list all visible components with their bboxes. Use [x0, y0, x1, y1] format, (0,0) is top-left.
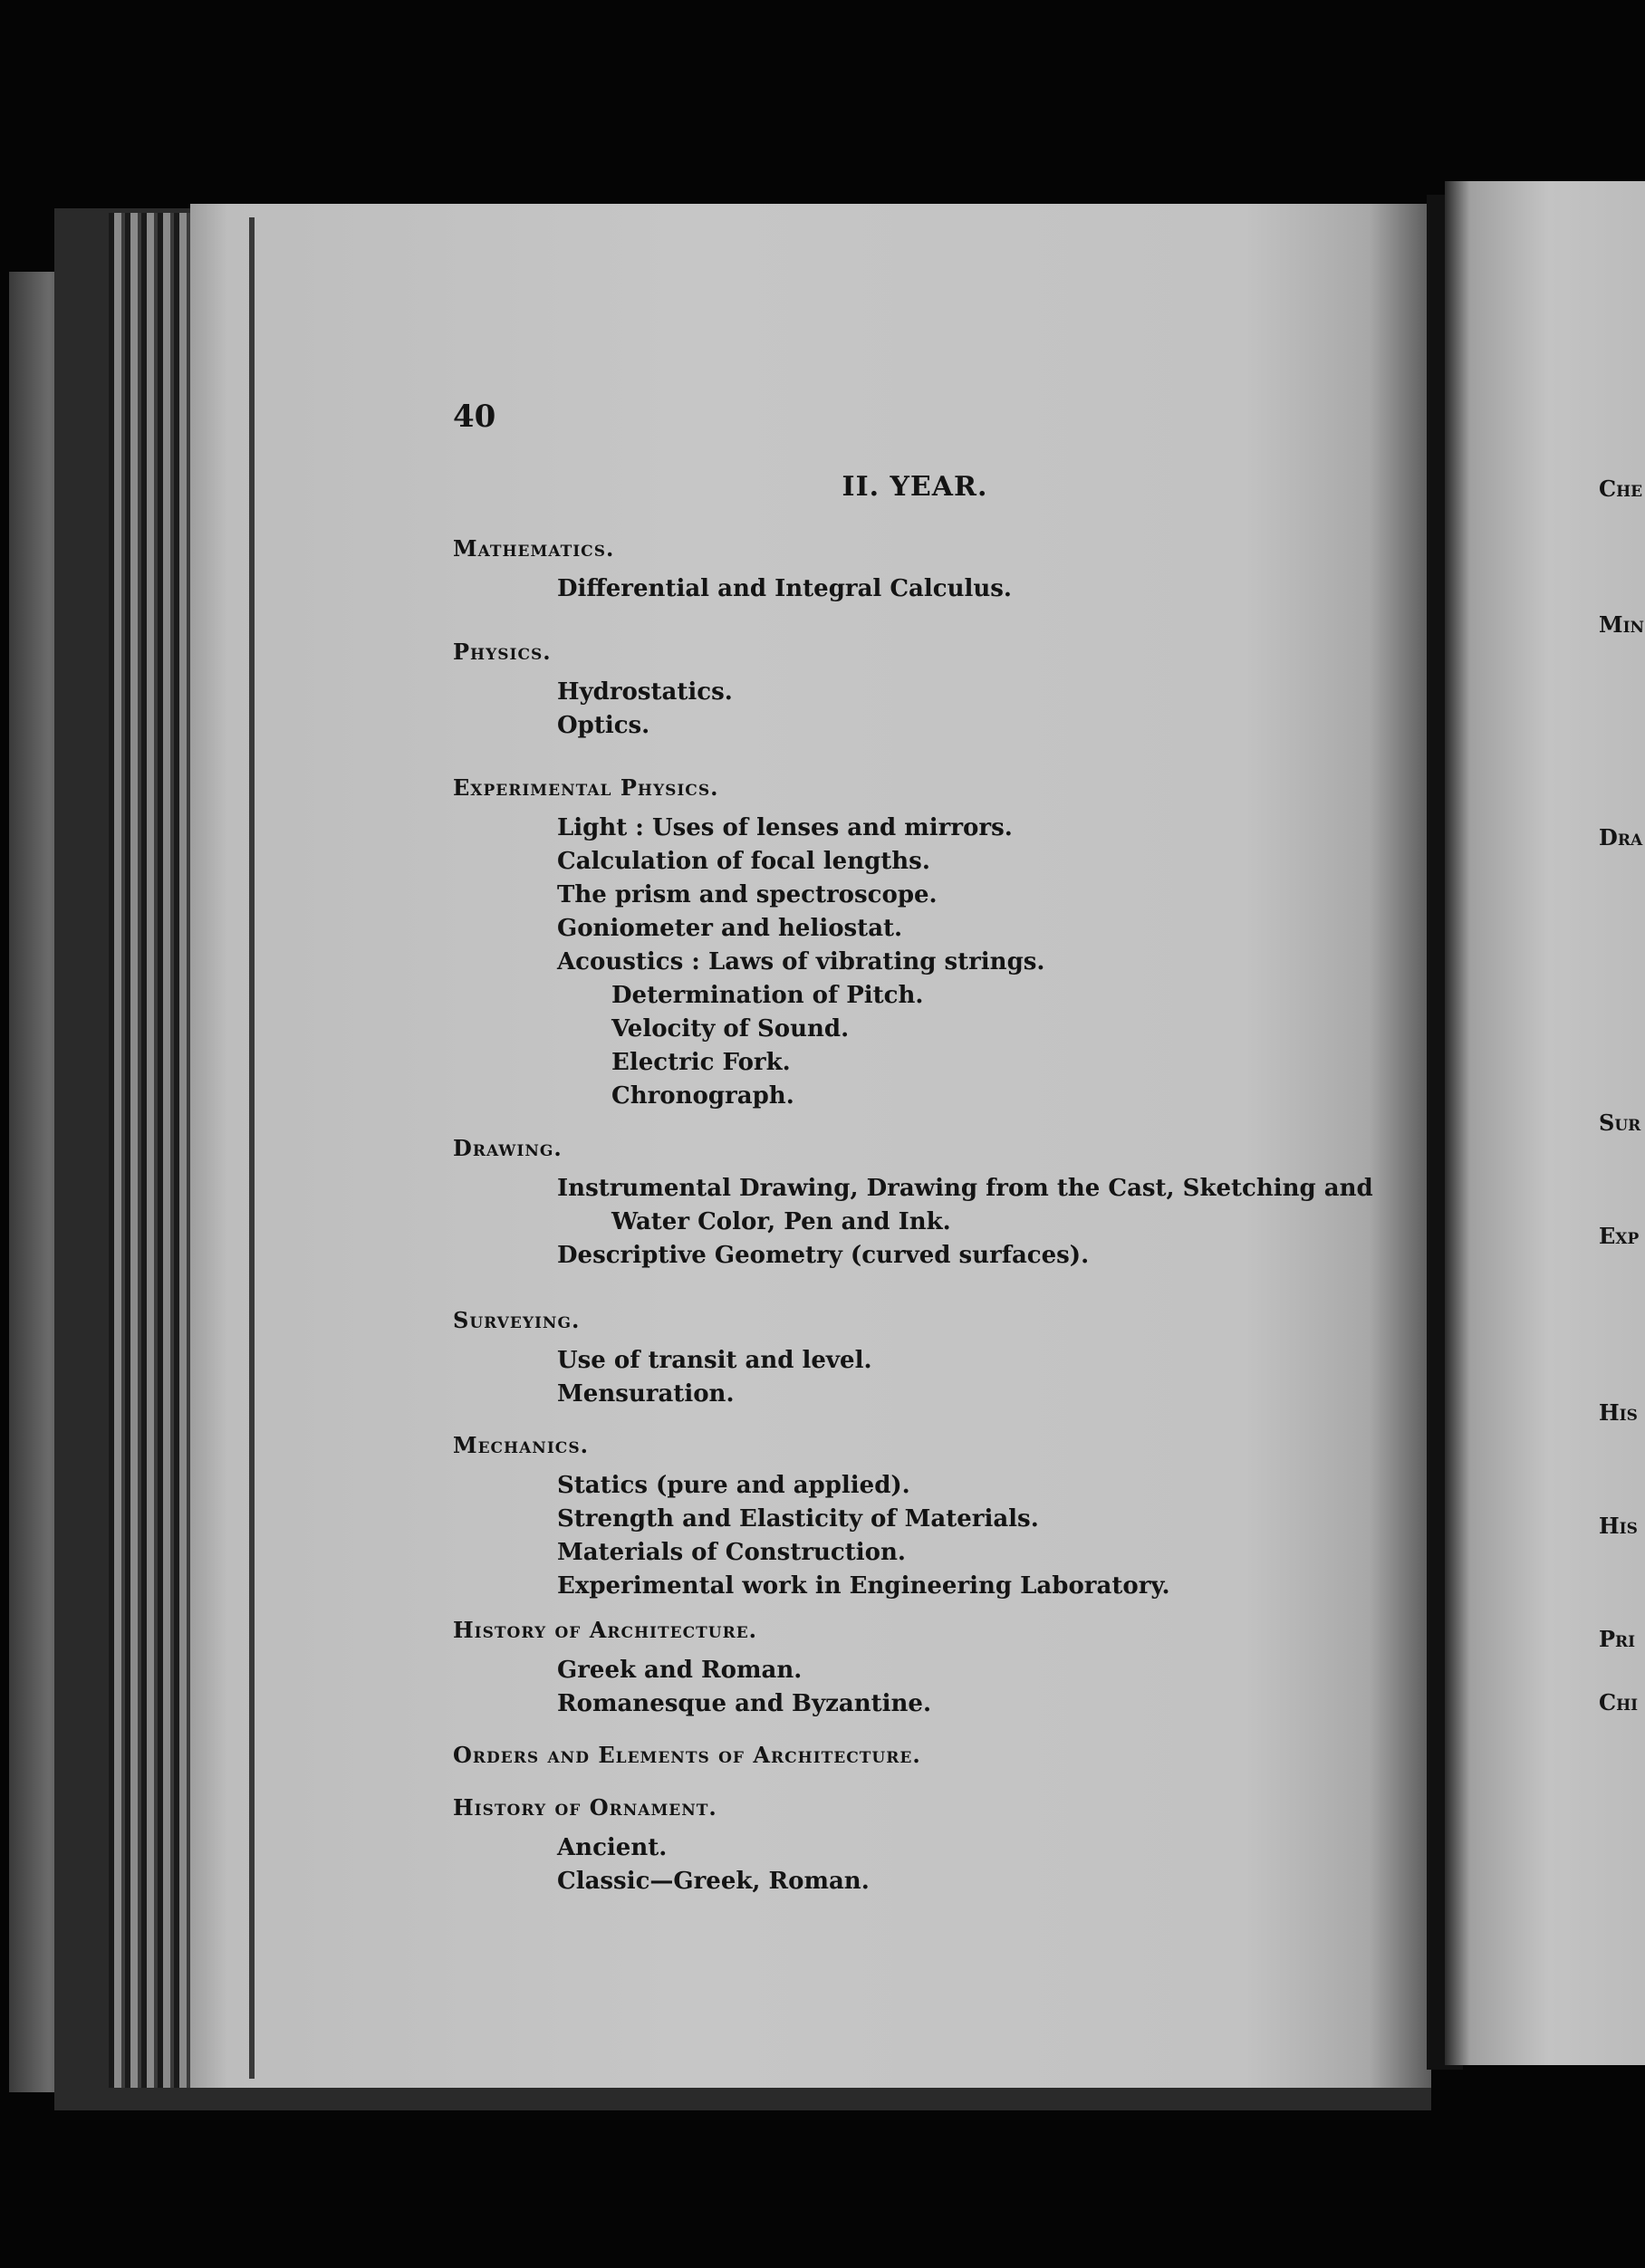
list-item: Ancient.: [557, 1834, 668, 1861]
gutter-line: [249, 217, 255, 2079]
list-item: Strength and Elasticity of Materials.: [557, 1505, 1039, 1533]
facing-heading: Sur: [1599, 1110, 1641, 1136]
section-mathematics: [453, 533, 1377, 606]
section-heading: History of Ornament.: [453, 1794, 717, 1821]
list-subitem: Determination of Pitch.: [611, 982, 924, 1009]
list-item: Greek and Roman.: [557, 1657, 803, 1684]
section-heading: Experimental Physics.: [453, 774, 719, 801]
list-item: Light : Uses of lenses and mirrors.: [557, 814, 1013, 841]
section-heading: Mathematics.: [453, 535, 615, 562]
year-title: II. YEAR.: [842, 471, 988, 503]
list-subitem: Water Color, Pen and Ink.: [611, 1208, 951, 1235]
list-item: Hydrostatics.: [557, 678, 733, 706]
list-item: Mensuration.: [557, 1380, 735, 1408]
list-subitem: Velocity of Sound.: [611, 1015, 850, 1043]
section-mechanics: [453, 1429, 1377, 1603]
list-item: Acoustics : Laws of vibrating strings.: [557, 948, 1045, 975]
list-item: Romanesque and Byzantine.: [557, 1690, 932, 1717]
page-number: 40: [453, 399, 496, 435]
facing-heading: Che: [1599, 476, 1643, 502]
list-item: Optics.: [557, 712, 650, 739]
section-drawing: [453, 1132, 1377, 1273]
section-history-of-architecture: [453, 1614, 1377, 1721]
section-experimental-physics: [453, 772, 1377, 1113]
section-heading: Surveying.: [453, 1307, 581, 1333]
list-item: Descriptive Geometry (curved surfaces).: [557, 1242, 1090, 1269]
section-surveying: [453, 1304, 1377, 1411]
section-orders-elements: [453, 1739, 1377, 1779]
list-item: Statics (pure and applied).: [557, 1472, 910, 1499]
section-physics: [453, 636, 1377, 743]
list-item: Differential and Integral Calculus.: [557, 575, 1012, 602]
list-item: Experimental work in Engineering Laboratory.: [557, 1572, 1170, 1600]
facing-heading: Pri: [1599, 1626, 1636, 1652]
list-subitem: Electric Fork.: [611, 1049, 791, 1076]
facing-heading: Dra: [1599, 824, 1643, 850]
section-heading: History of Architecture.: [453, 1617, 758, 1643]
section-heading: Mechanics.: [453, 1432, 589, 1458]
list-item: Instrumental Drawing, Drawing from the Cast, Sketching and: [557, 1175, 1373, 1202]
list-item: The prism and spectroscope.: [557, 881, 938, 908]
list-subitem: Chronograph.: [611, 1082, 794, 1110]
facing-heading: His: [1599, 1399, 1638, 1426]
facing-heading: Exp: [1599, 1223, 1640, 1249]
section-heading: Physics.: [453, 639, 552, 665]
section-history-of-ornament: [453, 1792, 1377, 1898]
section-heading: Orders and Elements of Architecture.: [453, 1742, 921, 1768]
facing-heading: Min: [1599, 611, 1645, 638]
list-item: Classic—Greek, Roman.: [557, 1868, 870, 1895]
page-edges: [109, 213, 190, 2088]
list-item: Goniometer and heliostat.: [557, 915, 903, 942]
section-heading: Drawing.: [453, 1135, 563, 1161]
facing-heading: His: [1599, 1513, 1638, 1539]
list-item: Materials of Construction.: [557, 1539, 906, 1566]
list-item: Calculation of focal lengths.: [557, 848, 930, 875]
facing-heading: Chi: [1599, 1689, 1639, 1715]
list-item: Use of transit and level.: [557, 1347, 872, 1374]
